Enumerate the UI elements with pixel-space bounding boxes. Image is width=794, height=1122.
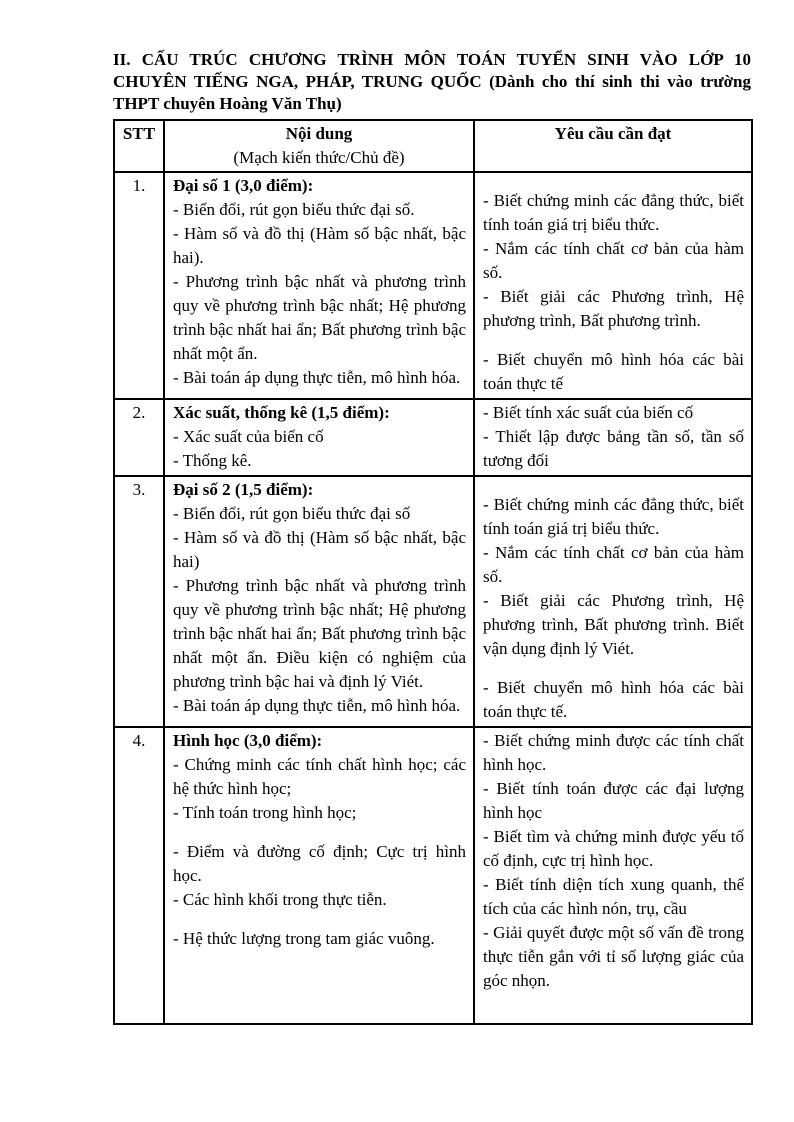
row-1-number-cell (114, 172, 164, 399)
header-stt: STT (114, 120, 164, 172)
curriculum-table (113, 119, 753, 1025)
requirement-line: - Biết tính diện tích xung quanh, thể tích của các hình nón, trụ, cầu (483, 875, 744, 918)
content-line: - Tính toán trong hình học; (173, 803, 357, 822)
header-requirements: Yêu cầu cần đạt (474, 120, 752, 172)
requirement-line: - Biết chứng minh các đẳng thức, biết tính toán giá trị biểu thức. (483, 191, 744, 234)
content-line: - Phương trình bậc nhất và phương trình quy về phương trình bậc nhất; Hệ phương trình bậc nhất hai ẩn; Bất phương trình bậc nhất một ẩn. (173, 272, 466, 363)
row-3-requirements-cell (474, 476, 752, 727)
content-line: - Các hình khối trong thực tiễn. (173, 890, 387, 909)
row-1-content-cell (164, 172, 474, 399)
row-requirement-lines (483, 729, 744, 993)
requirement-line: - Biết chứng minh các đẳng thức, biết tính toán giá trị biểu thức. (483, 495, 744, 538)
requirement-line: - Biết giải các Phương trình, Hệ phương trình, Bất phương trình. Biết vận dụng định lý Viét. (483, 591, 744, 658)
content-line: - Biến đổi, rút gọn biểu thức đại số. (173, 200, 415, 219)
table-row-2 (114, 399, 752, 476)
requirement-line: - Nắm các tính chất cơ bản của hàm số. (483, 543, 744, 586)
table-header-row (114, 120, 752, 172)
content-line: - Xác suất của biến cố (173, 427, 324, 446)
header-content-title: Nội dung (285, 124, 353, 143)
requirement-line: - Biết chứng minh được các tính chất hình học. (483, 731, 744, 774)
content-line: - Bài toán áp dụng thực tiễn, mô hình hóa. (173, 368, 461, 387)
content-line: - Phương trình bậc nhất và phương trình quy về phương trình bậc nhất; Hệ phương trình bậc nhất hai ẩn; Bất phương trình bậc nhất một ẩn. Điều kiện có nghiệm của phương trình bậc hai và định lý Viét. (173, 576, 466, 691)
requirement-line: - Thiết lập được bảng tần số, tần số tương đối (483, 427, 744, 470)
row-requirement-lines (483, 174, 744, 396)
row-4-content-cell (164, 727, 474, 1024)
requirement-line: - Biết chuyển mô hình hóa các bài toán thực tế (483, 350, 744, 393)
requirement-line: - Biết tính xác suất của biến cố (483, 403, 694, 422)
content-line: - Chứng minh các tính chất hình học; các hệ thức hình học; (173, 755, 466, 798)
content-line: - Thống kê. (173, 451, 252, 470)
row-2-requirements-cell (474, 399, 752, 476)
header-content-subtitle: (Mạch kiến thức/Chủ đề) (233, 148, 405, 167)
requirement-line (483, 174, 744, 189)
requirement-line: - Biết tính toán được các đại lượng hình học (483, 779, 744, 822)
requirement-line: - Biết tìm và chứng minh được yếu tố cố định, cực trị hình học. (483, 827, 744, 870)
content-line: - Biến đổi, rút gọn biểu thức đại số (173, 504, 411, 523)
row-3-number-cell (114, 476, 164, 727)
row-number: 4. (132, 731, 146, 750)
content-line: - Hàm số và đồ thị (Hàm số bậc nhất, bậc hai). (173, 224, 466, 267)
row-4-number-cell (114, 727, 164, 1024)
requirement-line (483, 478, 744, 493)
content-line: - Hệ thức lượng trong tam giác vuông. (173, 929, 435, 948)
row-content-lines (173, 198, 466, 390)
requirement-line: - Biết giải các Phương trình, Hệ phương trình, Bất phương trình. (483, 287, 744, 330)
row-content-lines (173, 425, 466, 473)
content-line: - Hàm số và đồ thị (Hàm số bậc nhất, bậc hai) (173, 528, 466, 571)
row-topic: Đại số 2 (1,5 điểm): (173, 480, 314, 499)
requirement-line: - Nắm các tính chất cơ bản của hàm số. (483, 239, 744, 282)
row-2-content-cell (164, 399, 474, 476)
row-number: 2. (132, 403, 146, 422)
document-title (113, 49, 751, 115)
title-line: CHUYÊN TIẾNG NGA, PHÁP, TRUNG QUỐC (Dành cho thí sinh thi vào trường (113, 72, 751, 91)
table-row-3 (114, 476, 752, 727)
content-line (173, 825, 466, 840)
content-line: - Bài toán áp dụng thực tiễn, mô hình hóa. (173, 696, 461, 715)
row-3-content-cell (164, 476, 474, 727)
row-topic: Hình học (3,0 điểm): (173, 731, 323, 750)
content-line (173, 912, 466, 927)
requirement-line: - Biết chuyển mô hình hóa các bài toán thực tế. (483, 678, 744, 721)
row-number: 1. (132, 176, 146, 195)
title-line: THPT chuyên Hoàng Văn Thụ) (113, 94, 342, 113)
row-number: 3. (132, 480, 146, 499)
row-topic: Xác suất, thống kê (1,5 điểm): (173, 403, 390, 422)
content-line: - Điểm và đường cố định; Cực trị hình học. (173, 842, 466, 885)
header-content (164, 120, 474, 172)
requirement-line (483, 661, 744, 676)
row-topic: Đại số 1 (3,0 điểm): (173, 176, 314, 195)
row-2-number-cell (114, 399, 164, 476)
row-content-lines (173, 753, 466, 951)
requirement-line: - Giải quyết được một số vấn đề trong thực tiễn gắn với tỉ số lượng giác của góc nhọn. (483, 923, 744, 990)
row-4-requirements-cell (474, 727, 752, 1024)
row-1-requirements-cell (474, 172, 752, 399)
title-line: II. CẤU TRÚC CHƯƠNG TRÌNH MÔN TOÁN TUYỂN SINH VÀO LỚP 10 (113, 50, 751, 69)
requirement-line (483, 333, 744, 348)
row-requirement-lines (483, 478, 744, 724)
row-content-lines (173, 502, 466, 718)
table-row-1 (114, 172, 752, 399)
table-row-4 (114, 727, 752, 1024)
row-requirement-lines (483, 401, 744, 473)
